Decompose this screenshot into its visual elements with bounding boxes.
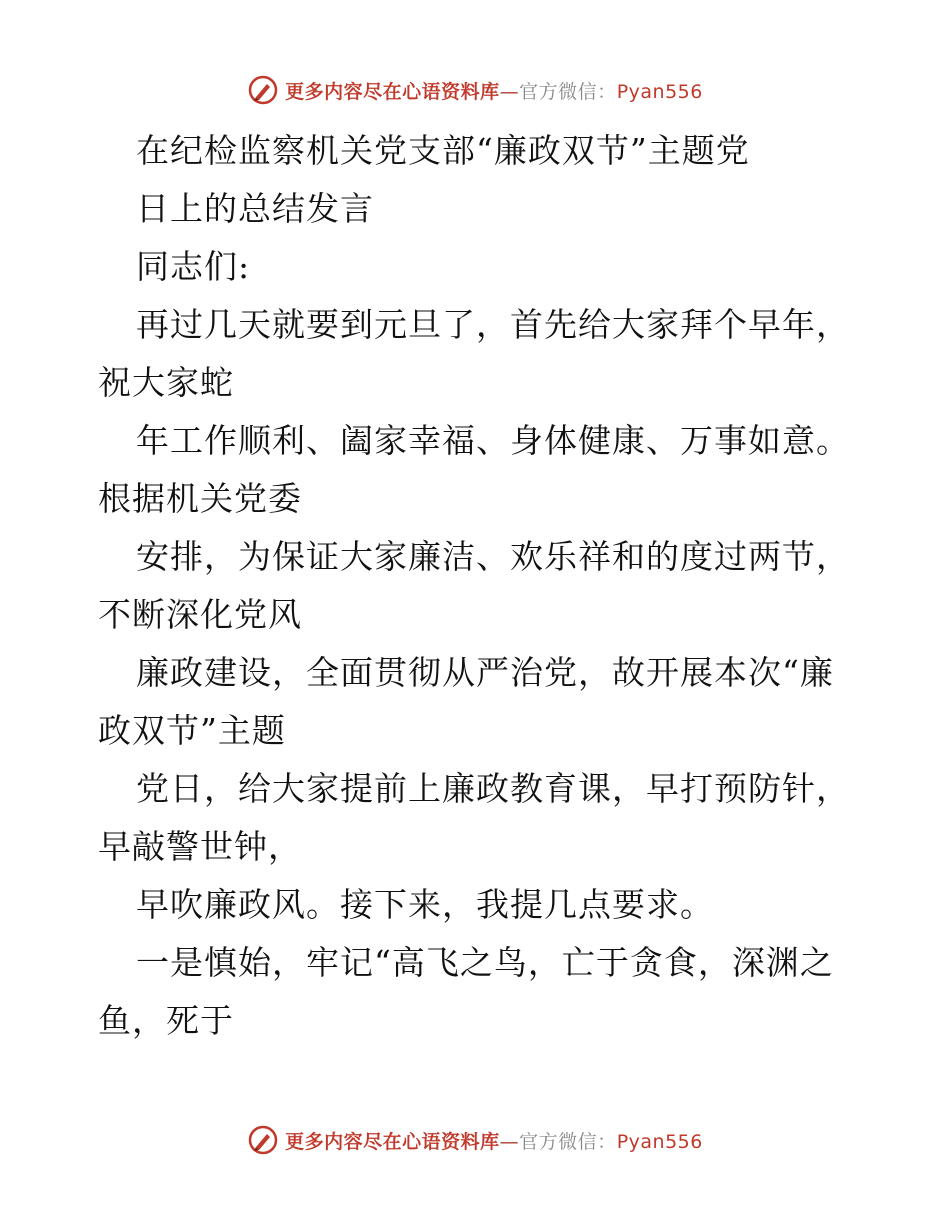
watermark-text (285, 77, 703, 104)
header-watermark (0, 70, 950, 110)
watermark-brand: 更多内容尽在心语资料库 (285, 1130, 500, 1153)
document-line: 早敲警世钟， (98, 827, 302, 866)
document-line: 早吹廉政风。接下来，我提几点要求。 (136, 885, 714, 924)
watermark-separator: — (499, 80, 520, 103)
watermark-brand: 更多内容尽在心语资料库 (285, 80, 500, 103)
document-line: 同志们: (136, 247, 251, 286)
watermark-label: 官方微信： (519, 80, 617, 103)
document-line: 安排，为保证大家廉洁、欢乐祥和的度过两节， (136, 537, 850, 576)
document-line: 党日，给大家提前上廉政教育课，早打预防针， (136, 769, 850, 808)
document-line: 政双节”主题 (98, 711, 286, 750)
document-line: 廉政建设，全面贯彻从严治党，故开展本次“廉 (136, 653, 834, 692)
document-line: 在纪检监察机关党支部“廉政双节”主题党 (136, 131, 750, 170)
document-line: 一是慎始，牢记“高飞之鸟，亡于贪食，深渊之 (136, 943, 834, 982)
document-line: 再过几天就要到元旦了，首先给大家拜个早年， (136, 305, 850, 344)
document-line: 年工作顺利、阖家幸福、身体健康、万事如意。 (136, 421, 850, 460)
watermark-handle: Pyan556 (616, 80, 703, 103)
document-line: 根据机关党委 (98, 479, 302, 518)
document-line: 不断深化党风 (98, 595, 302, 634)
document-body (98, 122, 858, 1050)
watermark-text (285, 1127, 703, 1154)
document-line: 祝大家蛇 (98, 363, 234, 402)
document-line: 鱼，死于 (98, 1001, 234, 1040)
document-line: 日上的总结发言 (136, 189, 374, 228)
watermark-label: 官方微信： (519, 1130, 617, 1153)
pen-logo-icon (247, 74, 279, 106)
footer-watermark (0, 1120, 950, 1160)
pen-logo-icon (247, 1124, 279, 1156)
watermark-handle: Pyan556 (616, 1130, 703, 1153)
watermark-separator: — (499, 1130, 520, 1153)
